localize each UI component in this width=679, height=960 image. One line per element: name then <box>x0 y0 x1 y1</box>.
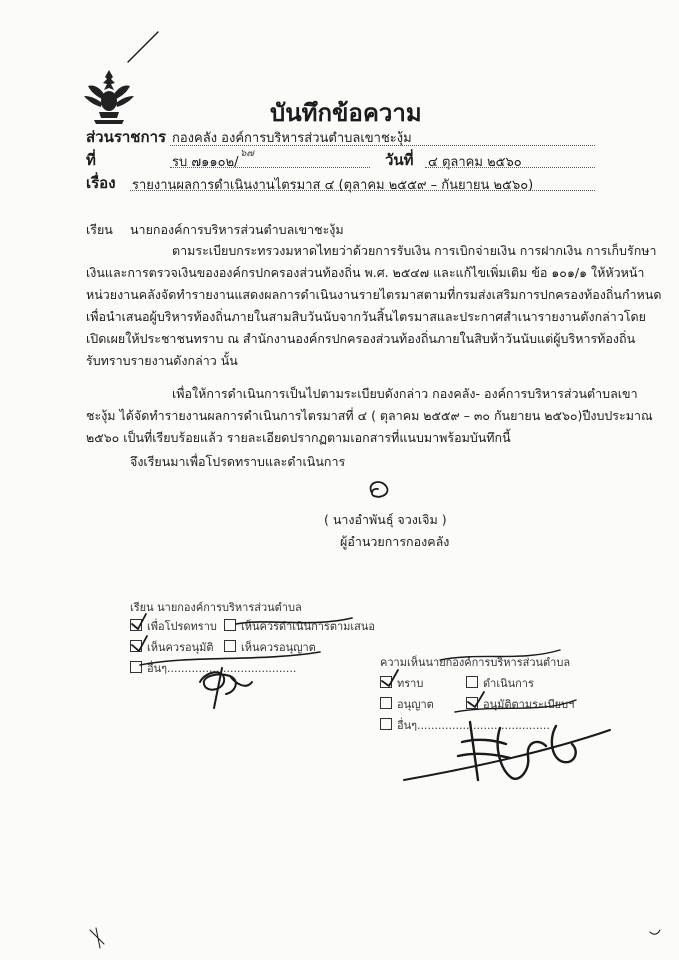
note-left-heading: เรียน นายกองค์การบริหารส่วนตำบล <box>130 601 302 614</box>
note-right-option-2: ดำเนินการ <box>466 674 534 692</box>
para2-line2: ชะงุ้ม ได้จัดทำรายงานผลการดำเนินการไตรมาสที่ ๔ ( ตุลาคม ๒๕๕๙ – ๓๐ กันยายน ๒๕๖๐)ปีงบประมาณ <box>86 408 653 423</box>
agency-label: ส่วนราชการ <box>86 128 167 146</box>
salutation-value: นายกองค์การบริหารส่วนตำบลเขาชะงุ้ม <box>130 222 344 237</box>
date-value: ๔ ตุลาคม ๒๕๖๐ <box>428 155 522 170</box>
ref-value: รบ ๗๑๑๐๒/ <box>172 155 239 170</box>
stray-pen-line <box>128 32 158 62</box>
note-left-option-3: เห็นควรอนุมัติ <box>130 638 214 656</box>
subject-label: เรื่อง <box>86 174 116 192</box>
checkbox-icon <box>466 676 478 688</box>
signature-underline <box>404 730 610 780</box>
checkbox-icon <box>224 640 236 652</box>
checkbox-icon <box>380 718 392 730</box>
checkbox-checked-icon <box>466 697 478 709</box>
signer-name: ( นางอำพันธุ์ จวงเจิม ) <box>324 512 447 527</box>
note-left-option-2: เห็นควรดำเนินการตามเสนอ <box>224 617 375 635</box>
subject-value: รายงานผลการดำเนินงานไตรมาส ๔ (ตุลาคม ๒๕๕๙ – กันยายน ๒๕๖๐) <box>132 178 534 193</box>
ref-handwritten: ๖๗ <box>240 148 254 159</box>
garuda-emblem <box>82 68 136 126</box>
ref-label: ที่ <box>86 151 96 169</box>
corner-mark <box>90 928 104 948</box>
ref-dotline <box>170 167 370 168</box>
checkbox-icon <box>224 619 236 631</box>
note-right-option-3: อนุญาต <box>380 695 434 713</box>
salutation-label: เรียน <box>86 222 113 237</box>
subject-dotline <box>130 190 595 191</box>
date-label: วันที่ <box>385 151 414 169</box>
note-right-option-1: ทราบ <box>380 674 423 692</box>
para1-line3: หน่วยงานคลังจัดทำรายงานแสดงผลการดำเนินงานรายไตรมาสตามที่กรมส่งเสริมการปกครองท้องถิ่นกำหนด <box>86 287 662 302</box>
checkbox-checked-icon <box>380 676 392 688</box>
note-left-option-5: อื่นๆ..................................... <box>130 659 296 677</box>
note-right-heading: ความเห็นนายกองค์การบริหารส่วนตำบล <box>380 656 571 669</box>
date-dotline <box>425 167 595 168</box>
para1-line6: รับทราบรายงานดังกล่าว นั้น <box>86 353 238 368</box>
signature-right <box>552 726 576 762</box>
corner-mark <box>650 930 660 934</box>
checkbox-icon <box>130 619 142 631</box>
note-left-option-1: เพื่อโปรดทราบ <box>130 617 217 635</box>
para1-line4: เพื่อนำเสนอผู้บริหารท้องถิ่นภายในสามสิบวันนับจากวันสิ้นไตรมาสและประกาศสำเนารายงานดังกล่าวโดย <box>86 309 646 324</box>
checkbox-icon <box>380 697 392 709</box>
para2-line1: เพื่อให้การดำเนินการเป็นไปตามระเบียบดังกล่าว กองคลัง- องค์การบริหารส่วนตำบลเขา <box>172 386 638 401</box>
para2-line3: ๒๕๖๐ เป็นที่เรียบร้อยแล้ว รายละเอียดปรากฏตามเอกสารที่แนบมาพร้อมบันทึกนี้ <box>86 430 511 445</box>
note-right-option-4: อนุมัติตามระเบียบฯ <box>466 695 574 713</box>
memo-title: บันทึกข้อความ <box>270 99 422 127</box>
note-right-option-5: อื่นๆ...................................... <box>380 716 550 734</box>
signer-initials <box>371 482 388 497</box>
checkbox-checked-icon <box>130 640 142 652</box>
closing-line: จึงเรียนมาเพื่อโปรดทราบและดำเนินการ <box>130 454 346 469</box>
para1-line5: เปิดเผยให้ประชาชนทราบ ณ สำนักงานองค์กรปกครองส่วนท้องถิ่นภายในสิบห้าวันนับแต่ผู้บริหารท้องถิ่น <box>86 331 636 346</box>
checkbox-icon <box>130 661 142 673</box>
agency-value: กองคลัง องค์การบริหารส่วนตำบลเขาชะงุ้ม <box>172 131 412 146</box>
para1-line1: ตามระเบียบกระทรวงมหาดไทยว่าด้วยการรับเงิน การเบิกจ่ายเงิน การฝากเงิน การเก็บรักษา <box>172 243 657 258</box>
signer-position: ผู้อำนวยการกองคลัง <box>340 534 450 549</box>
agency-dotline <box>170 145 595 146</box>
note-left-option-4: เห็นควรอนุญาต <box>224 638 316 656</box>
para1-line2: เงินและการตรวจเงินขององค์กรปกครองส่วนท้องถิ่น พ.ศ. ๒๕๔๗ และแก้ไขเพิ่มเติม ข้อ ๑๐๑/๑ ให้หัวหน้า <box>86 265 645 280</box>
